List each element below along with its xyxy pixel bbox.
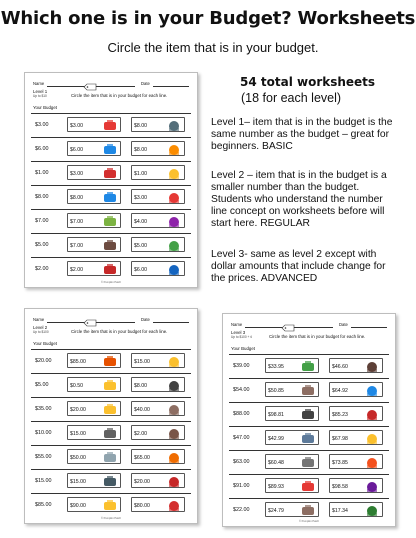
level3-line: Level 3- same as level 2 except with: [211, 249, 377, 260]
item-picture-icon: [166, 451, 182, 464]
item-price: $20.00: [134, 478, 150, 485]
item-picture-icon: [102, 143, 118, 156]
name-label: Name: [33, 81, 45, 86]
item-price: $8.00: [134, 146, 147, 153]
item-picture-icon: [364, 384, 380, 397]
budget-row: [229, 426, 389, 448]
item-picture-icon: [300, 456, 316, 469]
budget-row: [229, 402, 389, 424]
item-tag-a: [67, 189, 121, 204]
row-budget: $91.00: [233, 483, 250, 489]
item-price: $8.00: [134, 122, 147, 129]
budget-row: [31, 469, 191, 491]
item-tag-b: [131, 165, 185, 180]
item-tag-a: [67, 353, 121, 368]
date-label: Date: [339, 322, 348, 327]
row-budget: $10.00: [35, 430, 52, 436]
row-budget: $5.00: [35, 242, 49, 248]
worksheet-footer: © Pumpkin Patch: [100, 281, 122, 284]
item-tag-a: [67, 213, 121, 228]
level2-description: [211, 170, 387, 230]
item-price: $98.58: [332, 483, 348, 490]
item-tag-b: [329, 478, 383, 493]
item-price: $5.00: [134, 242, 147, 249]
price-tag-icon: [83, 319, 97, 327]
price-tag-icon: [83, 83, 97, 91]
item-price: $1.00: [134, 170, 147, 177]
item-price: $50.85: [268, 387, 284, 394]
item-tag-b: [329, 382, 383, 397]
worksheet-level-1: [24, 72, 198, 288]
level1-line: Level 1– item that is in the budget is the: [211, 117, 393, 128]
item-tag-b: [131, 353, 185, 368]
item-price: $15.00: [70, 430, 86, 437]
worksheet-footer: © Pumpkin Patch: [298, 520, 320, 523]
item-tag-b: [329, 454, 383, 469]
name-date-header: [33, 315, 189, 323]
item-picture-icon: [102, 427, 118, 440]
worksheet-instruction: Circle the item that is in your budget for each line.: [71, 329, 168, 334]
budget-row: [31, 113, 191, 135]
item-picture-icon: [166, 119, 182, 132]
item-price: $85.23: [332, 411, 348, 418]
row-budget: $20.00: [35, 358, 52, 364]
row-budget: $88.00: [233, 411, 250, 417]
item-tag-b: [131, 473, 185, 488]
item-picture-icon: [166, 355, 182, 368]
level2-line: Level 2 – item that is in the budget is a: [211, 170, 387, 181]
date-label: Date: [141, 317, 150, 322]
date-line: [351, 327, 387, 328]
row-budget: $5.00: [35, 382, 49, 388]
name-label: Name: [33, 317, 45, 322]
item-picture-icon: [166, 427, 182, 440]
item-tag-b: [131, 449, 185, 464]
budget-row: [31, 185, 191, 207]
item-picture-icon: [300, 504, 316, 517]
item-picture-icon: [102, 263, 118, 276]
item-price: $85.00: [70, 358, 86, 365]
item-picture-icon: [364, 456, 380, 469]
level1-description: [211, 117, 392, 153]
page-subtitle: Circle the item that is in your budget.: [107, 40, 319, 55]
item-picture-icon: [102, 119, 118, 132]
item-tag-a: [265, 478, 319, 493]
item-tag-a: [67, 117, 121, 132]
row-budget: $7.00: [35, 218, 49, 224]
item-tag-a: [265, 430, 319, 445]
item-price: $3.00: [134, 194, 147, 201]
item-price: $7.00: [70, 242, 83, 249]
worksheet-level-3: [222, 313, 396, 527]
item-tag-a: [67, 377, 121, 392]
item-tag-b: [131, 401, 185, 416]
item-price: $46.60: [332, 363, 348, 370]
item-picture-icon: [166, 215, 182, 228]
item-tag-a: [67, 449, 121, 464]
item-price: $73.85: [332, 459, 348, 466]
item-tag-a: [265, 358, 319, 373]
item-tag-a: [67, 497, 121, 512]
date-label: Date: [141, 81, 150, 86]
row-budget: $6.00: [35, 146, 49, 152]
budget-row: [31, 257, 191, 279]
item-picture-icon: [364, 360, 380, 373]
budget-row: [229, 498, 389, 520]
level-name: Level 2: [33, 325, 48, 330]
level-range: Up to $100: [33, 330, 49, 334]
item-price: $7.00: [70, 218, 83, 225]
row-budget: $47.00: [233, 435, 250, 441]
item-price: $17.34: [332, 507, 348, 514]
budget-row: [229, 450, 389, 472]
row-budget: $63.00: [233, 459, 250, 465]
row-budget: $39.00: [233, 363, 250, 369]
row-budget: $35.00: [35, 406, 52, 412]
item-tag-b: [131, 213, 185, 228]
item-price: $89.93: [268, 483, 284, 490]
level2-line: start here. REGULAR: [211, 218, 310, 229]
item-picture-icon: [364, 480, 380, 493]
level2-line: Students who understand the number: [211, 194, 383, 205]
item-picture-icon: [102, 239, 118, 252]
row-budget: $15.00: [35, 478, 52, 484]
item-picture-icon: [300, 432, 316, 445]
budget-row: [31, 397, 191, 419]
row-budget: $2.00: [35, 266, 49, 272]
level-label: [33, 89, 47, 99]
budget-row: [31, 373, 191, 395]
row-budget: $54.00: [233, 387, 250, 393]
item-price: $42.99: [268, 435, 284, 442]
item-tag-a: [67, 261, 121, 276]
item-tag-b: [131, 425, 185, 440]
name-label: Name: [231, 322, 243, 327]
item-picture-icon: [102, 355, 118, 368]
budget-row: [31, 209, 191, 231]
item-price: $0.50: [70, 382, 83, 389]
item-price: $3.00: [70, 170, 83, 177]
item-price: $8.00: [134, 382, 147, 389]
item-price: $64.92: [332, 387, 348, 394]
name-date-header: [231, 320, 387, 328]
row-budget: $1.00: [35, 170, 49, 176]
item-tag-b: [131, 117, 185, 132]
level3-line: dollar amounts that include change for: [211, 261, 386, 272]
item-picture-icon: [102, 167, 118, 180]
name-date-header: [33, 79, 189, 87]
row-budget: $55.00: [35, 454, 52, 460]
date-line: [153, 86, 189, 87]
level1-line: beginners. BASIC: [211, 141, 293, 152]
item-tag-b: [131, 141, 185, 156]
total-worksheets-heading: 54 total worksheets: [240, 75, 376, 89]
level3-line: the prices. ADVANCED: [211, 273, 318, 284]
item-price: $8.00: [70, 194, 83, 201]
item-tag-b: [329, 430, 383, 445]
item-tag-a: [265, 454, 319, 469]
item-tag-a: [265, 502, 319, 517]
item-picture-icon: [102, 191, 118, 204]
budget-row: [229, 354, 389, 376]
item-picture-icon: [102, 215, 118, 228]
item-picture-icon: [166, 143, 182, 156]
item-picture-icon: [300, 384, 316, 397]
item-picture-icon: [364, 504, 380, 517]
item-price: $65.00: [134, 454, 150, 461]
item-price: $15.00: [134, 358, 150, 365]
budget-row: [229, 378, 389, 400]
budget-row: [31, 421, 191, 443]
worksheet-instruction: Circle the item that is in your budget for each line.: [71, 93, 168, 98]
level3-description: [211, 249, 386, 285]
level-name: Level 1: [33, 89, 48, 94]
level2-line: line concept on worksheets before will: [211, 206, 385, 217]
level-name: Level 3: [231, 330, 246, 335]
item-picture-icon: [102, 475, 118, 488]
level-label: [231, 330, 252, 340]
item-tag-a: [67, 425, 121, 440]
item-tag-a: [67, 401, 121, 416]
budget-row: [229, 474, 389, 496]
row-budget: $22.00: [233, 507, 250, 513]
item-price: $2.00: [70, 266, 83, 273]
your-budget-label: Your Budget: [231, 346, 256, 351]
item-tag-b: [329, 406, 383, 421]
row-budget: $85.00: [35, 502, 52, 508]
item-tag-a: [67, 237, 121, 252]
item-tag-b: [329, 358, 383, 373]
budget-row: [31, 493, 191, 515]
level1-line: same number as the budget – great for: [211, 129, 390, 140]
item-price: $98.81: [268, 411, 284, 418]
page-title: Which one is in your Budget? Worksheets: [0, 8, 416, 29]
item-tag-a: [67, 141, 121, 156]
row-budget: $8.00: [35, 194, 49, 200]
price-tag-icon: [281, 324, 295, 332]
item-picture-icon: [300, 408, 316, 421]
item-price: $67.98: [332, 435, 348, 442]
item-tag-b: [131, 377, 185, 392]
item-picture-icon: [166, 191, 182, 204]
item-picture-icon: [166, 167, 182, 180]
item-price: $3.00: [70, 122, 83, 129]
item-price: $80.00: [134, 502, 150, 509]
item-tag-a: [67, 473, 121, 488]
item-picture-icon: [300, 480, 316, 493]
item-tag-b: [131, 261, 185, 276]
budget-row: [31, 161, 191, 183]
item-price: $4.00: [134, 218, 147, 225]
budget-row: [31, 349, 191, 371]
item-tag-a: [265, 382, 319, 397]
item-picture-icon: [364, 408, 380, 421]
your-budget-label: Your Budget: [33, 341, 58, 346]
item-tag-a: [67, 165, 121, 180]
item-picture-icon: [166, 403, 182, 416]
item-price: $60.48: [268, 459, 284, 466]
worksheet-instruction: Circle the item that is in your budget for each line.: [269, 334, 366, 339]
per-level-count: (18 for each level): [241, 91, 342, 105]
date-line: [153, 322, 189, 323]
row-budget: $3.00: [35, 122, 49, 128]
item-price: $15.00: [70, 478, 86, 485]
level-range: Up to $100 + ¢: [231, 335, 253, 339]
item-price: $6.00: [134, 266, 147, 273]
item-tag-a: [265, 406, 319, 421]
level-label: [33, 325, 49, 335]
item-price: $50.00: [70, 454, 86, 461]
item-picture-icon: [102, 451, 118, 464]
worksheet-footer: © Pumpkin Patch: [100, 517, 122, 520]
item-tag-b: [131, 237, 185, 252]
budget-row: [31, 233, 191, 255]
item-price: $20.00: [70, 406, 86, 413]
item-price: $33.95: [268, 363, 284, 370]
item-picture-icon: [166, 499, 182, 512]
item-picture-icon: [166, 239, 182, 252]
item-picture-icon: [102, 499, 118, 512]
item-price: $24.79: [268, 507, 284, 514]
item-picture-icon: [166, 379, 182, 392]
item-picture-icon: [102, 379, 118, 392]
budget-row: [31, 445, 191, 467]
item-picture-icon: [364, 432, 380, 445]
item-price: $40.00: [134, 406, 150, 413]
item-tag-b: [131, 189, 185, 204]
item-picture-icon: [166, 263, 182, 276]
worksheet-level-2: [24, 308, 198, 524]
budget-row: [31, 137, 191, 159]
level2-line: smaller number than the budget.: [211, 182, 360, 193]
item-price: $2.00: [134, 430, 147, 437]
item-picture-icon: [166, 475, 182, 488]
your-budget-label: Your Budget: [33, 105, 58, 110]
item-price: $90.00: [70, 502, 86, 509]
item-price: $6.00: [70, 146, 83, 153]
level-range: Up to $10: [33, 94, 47, 98]
item-picture-icon: [102, 403, 118, 416]
item-picture-icon: [300, 360, 316, 373]
item-tag-b: [329, 502, 383, 517]
item-tag-b: [131, 497, 185, 512]
